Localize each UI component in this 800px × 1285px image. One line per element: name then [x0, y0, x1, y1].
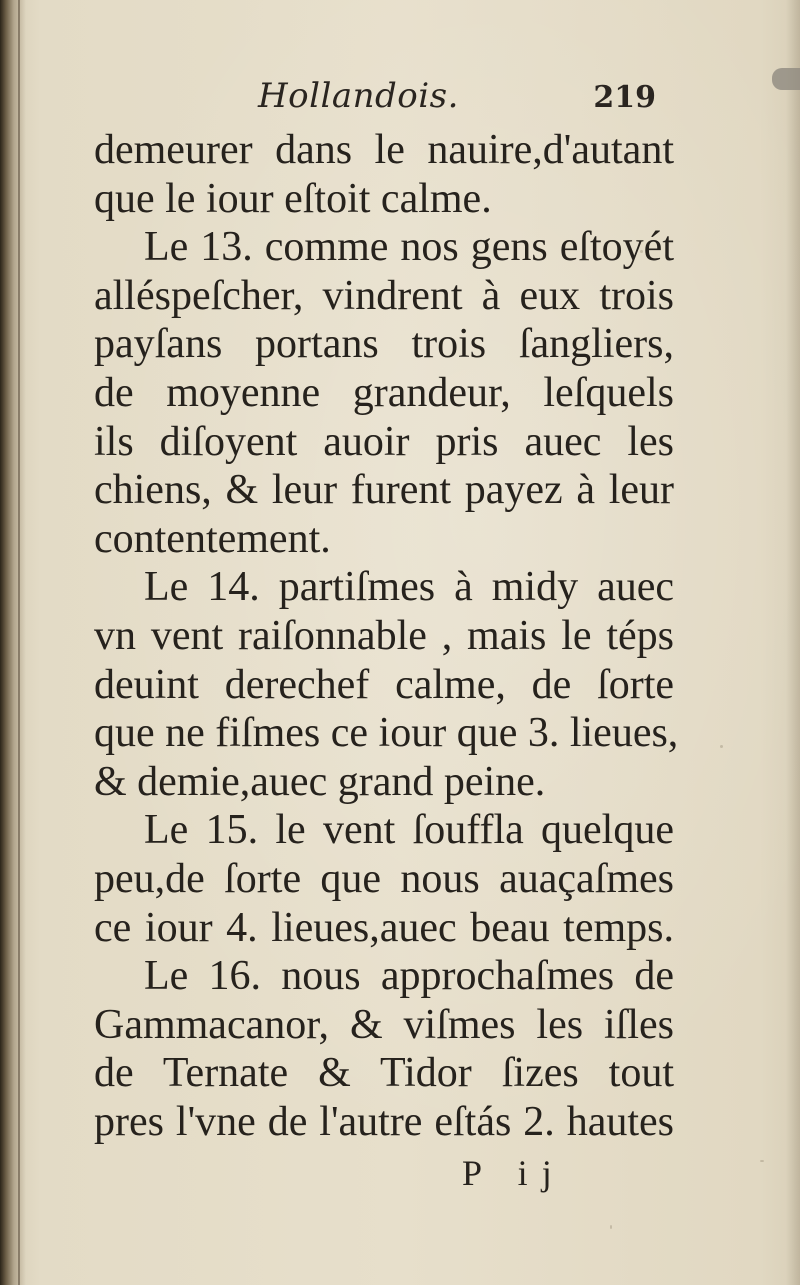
- text-line: contentement.: [94, 515, 331, 562]
- text-line: de moyenne grandeur, leſquels: [94, 369, 674, 416]
- text-line: chiens, & leur furent payez à leur: [94, 467, 674, 514]
- paper-speck: [720, 745, 723, 748]
- page-header: [90, 76, 662, 126]
- running-head: Hollandois.: [258, 76, 459, 116]
- text-line: peu,de ſorte que nous auaçaſmes: [94, 855, 674, 902]
- text-line: payſans portans trois ſangliers,: [94, 321, 674, 368]
- text-line: ils diſoyent auoir pris auec les: [94, 418, 674, 465]
- page-tab-mark: [772, 68, 800, 90]
- paper-speck: [760, 1160, 764, 1162]
- text-line: que ne fiſmes ce iour que 3. lieues,: [94, 710, 679, 757]
- page-edge: [786, 0, 800, 1285]
- text-line: Le 13. comme nos gens eſtoyét: [144, 224, 674, 271]
- text-line: pres l'vne de l'autre eſtás 2. hautes: [94, 1098, 674, 1145]
- signature-mark: P ij: [462, 1153, 566, 1193]
- text-line: ce iour 4. lieues,auec beau temps.: [94, 904, 674, 951]
- text-line: & demie,auec grand peine.: [94, 758, 546, 805]
- text-line: de Ternate & Tidor ſizes tout: [94, 1050, 674, 1097]
- text-line: Le 15. le vent ſouffla quelque: [144, 807, 674, 854]
- text-line: Gammacanor, & viſmes les iſles: [94, 1001, 674, 1048]
- text-line: alléspeſcher, vindrent à eux trois: [94, 272, 674, 319]
- text-line: demeurer dans le nauire,d'autant: [94, 127, 674, 173]
- spine-line: [18, 0, 20, 1285]
- text-line: deuint derechef calme, de ſorte: [94, 661, 674, 708]
- text-line: Le 16. nous approchaſmes de: [144, 953, 674, 1000]
- binding-shadow: [0, 0, 26, 1285]
- text-line: vn vent raiſonnable , mais le téps: [94, 612, 674, 659]
- text-line: que le iour eſtoit calme.: [94, 175, 492, 222]
- text-line: Le 14. partiſmes à midy auec: [144, 564, 674, 611]
- paper-speck: [610, 1225, 612, 1229]
- paper-speck: [640, 250, 643, 253]
- body-text: [94, 126, 679, 1146]
- page-number: 219: [593, 80, 656, 115]
